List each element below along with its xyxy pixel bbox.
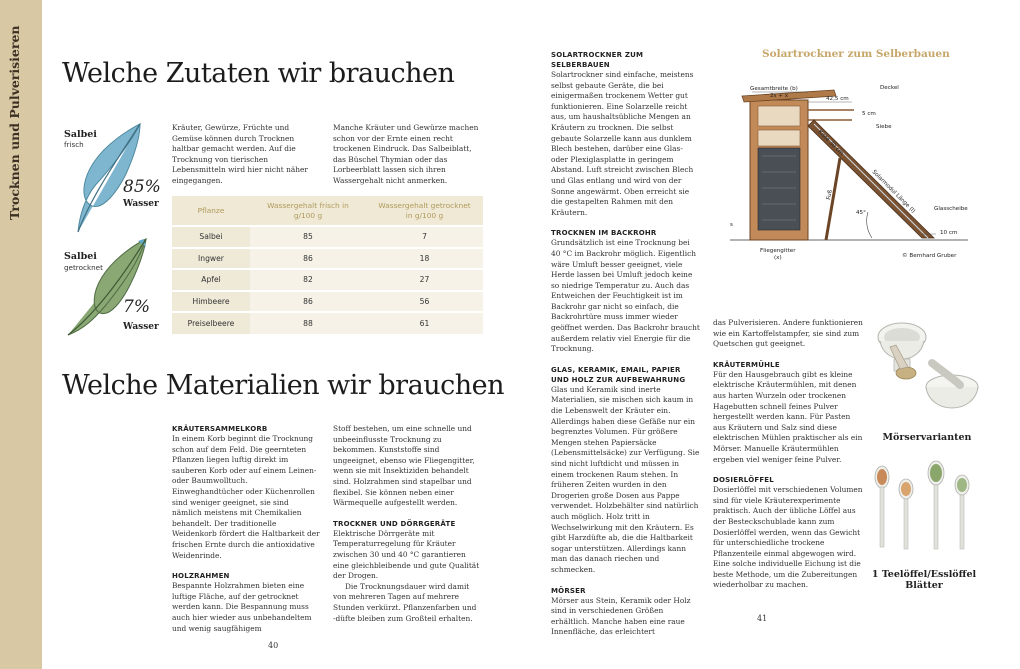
materials-column-a <box>172 424 320 634</box>
cell-dried: 7 <box>366 226 483 248</box>
label-deckel: Deckel <box>880 85 899 91</box>
table-row <box>172 312 483 334</box>
label-kiste: Kiste 30 cm <box>816 129 845 157</box>
cell-dried: 56 <box>366 291 483 313</box>
caption-loeffel-line1: 1 Teelöffel/Esslöffel <box>871 569 977 580</box>
column-header-dried: Wassergehalt getrocknet in g/100 g <box>366 196 483 226</box>
section-text-holzrahmen: Bespannte Holzrahmen bieten eine luftige Fläche, auf der getrocknet werden kann. Die Bespannung muss auch hier wieder aus unbehandeltem und wenig saugfähigem <box>172 581 312 633</box>
label-x: (x) <box>774 255 782 261</box>
section-title-aufbewahrung: GLAS, KERAMIK, EMAIL, PAPIER UND HOLZ ZUR AUFBEWAHRUNG <box>551 365 686 384</box>
cell-plant: Apfel <box>172 269 250 291</box>
label-fuss: Fuß <box>826 189 834 201</box>
column-header-plant: Pflanze <box>172 196 250 226</box>
section-text-solartrockner: Solartrockner sind einfache, meistens selbst gebaute Geräte, die bei einigermaßen trockenem Wetter gut funktionieren. Eine Solarzelle reicht aus, um haushaltsübliche Mengen an Kräutern zu trocknen. Die selbst gebaute Solarzelle kann aus dunklem Blech bestehen, darüber eine Glas- oder Plexiglasplatte in geringem Abstand. Luft streicht zwischen Blech und Glas entlang und wird von der Sonne angewärmt. Oben erreicht sie die gestapelten Rahmen mit den Kräutern. <box>551 70 694 217</box>
cell-fresh: 82 <box>250 269 366 291</box>
water-label-dried: Wasser <box>123 322 159 332</box>
section-text-trockner-2: Die Trocknungsdauer wird damit von mehreren Tagen auf mehrere Stunden verkürzt. Pflanzenfarben und -düfte bleiben zum Großteil erhalten. <box>333 581 477 623</box>
label-width: 42,5 cm <box>826 96 849 102</box>
table-row <box>172 269 483 291</box>
moerser-continued: das Pulverisieren. Andere funktionieren wie ein Kartoffelstampfer, sie sind zum Quetschen gut geeignet. <box>713 318 863 349</box>
right-column-c <box>551 50 701 638</box>
percent-fresh: 85% <box>123 177 161 197</box>
cell-plant: Himbeere <box>172 291 250 313</box>
section-title-solartrockner: SOLARTROCKNER ZUM SELBERBAUEN <box>551 51 644 69</box>
section-text-backrohr: Grundsätzlich ist eine Trocknung bei 40 °C im Backrohr möglich. Eigentlich wäre Umluft besser geeignet, viele Herde lassen bei Umluft jedoch keine so niedrige Temperatur zu. Auch das Entweichen der Feuchtigkeit ist im Backrohr gar nicht so einfach, die Backrohrtüre muss immer wieder geöffnet werden. Das Backrohr braucht außerdem relativ viel Energie für die Trocknung. <box>551 238 700 354</box>
table-row <box>172 226 483 248</box>
measuring-spoons-illustration <box>868 455 978 565</box>
section-title-backrohr: TROCKNEN IM BACKROHR <box>551 229 657 238</box>
section-text-kraeutermuehle: Für den Hausgebrauch gibt es kleine elektrische Kräutermühlen, mit denen aus harten Wurzeln oder trockenen Hagebutten schnell feines Pulver hergestellt werden kann. Für Pasten aus Kräutern und Salz sind diese elektrischen Mühlen praktischer als ein Mörser. Manuelle Kräutermühlen ergeben viel weniger feine Pulver. <box>713 369 863 464</box>
cell-plant: Preiselbeere <box>172 312 250 334</box>
herb-name-dried: Salbei <box>64 251 97 262</box>
cell-fresh: 86 <box>250 291 366 313</box>
diagram-title: Solartrockner zum Selberbauen <box>762 48 950 60</box>
page-number-left: 40 <box>268 641 279 650</box>
caption-loeffel-line2: Blätter <box>905 580 943 591</box>
section-title-trockner: TROCKNER UND DÖRRGERÄTE <box>333 519 456 528</box>
label-angle: 45° <box>856 210 866 216</box>
intro-text-1: Kräuter, Gewürze, Früchte und Gemüse können durch Trocknen haltbar gemacht werden. Auf die Trocknung von tierischen Lebensmitteln wird hier nicht näher eingegangen. <box>172 123 308 185</box>
cell-dried: 61 <box>366 312 483 334</box>
diagram-credit: © Bernhard Gruber <box>902 253 957 259</box>
label-s: s <box>730 222 733 228</box>
herb-name-fresh: Salbei <box>64 129 97 140</box>
chapter-label: Trocknen und Pulverisieren <box>7 25 22 220</box>
cell-plant: Ingwer <box>172 248 250 270</box>
cell-fresh: 88 <box>250 312 366 334</box>
section-title-korb: KRÄUTERSAMMELKORB <box>172 425 268 433</box>
water-content-table <box>172 196 483 334</box>
section-text-dosierloeffel: Dosierlöffel mit verschiedenen Volumen sind für viele Kräuterexperimente praktisch. Auch der übliche Löffel aus der Besteckschublade kann zum Dosierlöffel werden, wenn das Gewicht für unterschiedliche trockene Pflanzenteile einmal abgewogen wird. Eine solche individuelle Eichung ist die beste Methode, um die Zubereitungen wiederholbar zu machen. <box>713 485 863 590</box>
label-solarmodul: Solarmodul Länge (l) <box>870 169 917 215</box>
section-text-korb: In einem Korb beginnt die Trocknung schon auf dem Feld. Die geernteten Pflanzen liegen luftig direkt im sauberen Korb oder auf einem Leinen- oder Baumwolltuch. Einweghandtücher oder Küchenrollen sind weniger geeignet, sie sind nämlich meistens mit Chemikalien behandelt. Der traditionelle Weidenkorb fördert die Haltbarkeit der frischen Ernte durch die antioxidative Weidenrinde. <box>172 434 320 560</box>
table-row <box>172 291 483 313</box>
water-label-fresh: Wasser <box>123 199 159 209</box>
heading-zutaten: Welche Zutaten wir brauchen <box>62 58 455 89</box>
section-title-kraeutermuehle: KRÄUTERMÜHLE <box>713 360 780 369</box>
table-header-row <box>172 196 483 226</box>
label-glasscheibe: Glasscheibe <box>934 206 968 212</box>
intro-column-2 <box>333 123 481 187</box>
label-gesamtbreite-formula: 2s + x <box>770 93 789 99</box>
label-fliegengitter: Fliegengitter <box>760 248 796 254</box>
page-number-right: 41 <box>757 614 768 623</box>
section-title-moerser: MÖRSER <box>551 586 586 595</box>
section-title-dosierloeffel: DOSIERLÖFFEL <box>713 476 774 485</box>
right-column-d <box>713 318 863 591</box>
section-text-moerser: Mörser aus Stein, Keramik oder Holz sind in verschiedenen Größen erhältlich. Manche haben eine raue Innenfläche, das erleichtert <box>551 595 691 637</box>
cell-fresh: 86 <box>250 248 366 270</box>
table-row <box>172 248 483 270</box>
mortar-illustration <box>872 315 982 425</box>
cell-dried: 27 <box>366 269 483 291</box>
herb-state-dried: getrocknet <box>64 263 103 272</box>
cell-dried: 18 <box>366 248 483 270</box>
label-gesamtbreite: Gesamtbreite (b) <box>750 86 798 92</box>
heading-materialien: Welche Materialien wir brauchen <box>62 370 504 401</box>
intro-column-1 <box>172 123 320 187</box>
materials-column-b <box>333 424 481 624</box>
caption-moerser: Mörservarianten <box>882 432 972 443</box>
section-text-trockner: Elektrische Dörrgeräte mit Temperaturregelung für Kräuter zwischen 30 und 40 °C garantieren eine gleichbleibende und gute Qualität der Drogen. <box>333 528 480 581</box>
cell-fresh: 85 <box>250 226 366 248</box>
holzrahmen-continued: Stoff bestehen, um eine schnelle und unbeeinflusste Trocknung zu bekommen. Kunststoffe sind ungeeignet, ebenso wie Fliegengitter, wenn sie mit Insektiziden behandelt sind. Holzrahmen sind stapelbar und flexibel. Sie können neben einer Wärmequelle aufgestellt werden. <box>333 424 475 508</box>
column-header-fresh: Wassergehalt frisch in g/100 g <box>250 196 366 226</box>
section-title-holzrahmen: HOLZRAHMEN <box>172 572 230 581</box>
section-text-aufbewahrung: Glas und Keramik sind inerte Materialien, sie mischen sich kaum in die Lebenswelt der Kräuter ein. Allerdings haben diese Gefäße nur ein begrenztes Volumen. Für größere Mengen stehen Papiersäcke (Lebensmittelsäcke) zur Verfügung. Sie sind nicht luftdicht und müssen in einem trockenen Raum stehen. In früheren Zeiten wurden in den Drogerien große Dosen aus Pappe verwendet. Holzbehälter sind natürlich auch möglich. Holz tritt in Wechselwirkung mit den Kräutern. Es gibt Harzdüfte ab, die die Haltbarkeit sogar unterstützen. Allerdings kann man das danach riechen und schmecken. <box>551 384 700 574</box>
caption-loeffel <box>862 569 986 591</box>
label-siebe: Siebe <box>876 124 892 130</box>
intro-text-2: Manche Kräuter und Gewürze machen schon vor der Ernte einen recht trockenen Eindruck. Das Salbeiblatt, das Büschel Thymian oder das Lorbeerblatt lassen sich ihren Wassergehalt nicht anmerken. <box>333 123 479 185</box>
solar-dryer-diagram <box>722 62 982 262</box>
label-10cm: 10 cm <box>940 230 958 236</box>
chapter-title-vertical <box>7 25 35 220</box>
herb-state-fresh: frisch <box>64 140 84 149</box>
label-5cm: 5 cm <box>862 111 876 117</box>
cell-plant: Salbei <box>172 226 250 248</box>
percent-dried: 7% <box>123 297 150 317</box>
